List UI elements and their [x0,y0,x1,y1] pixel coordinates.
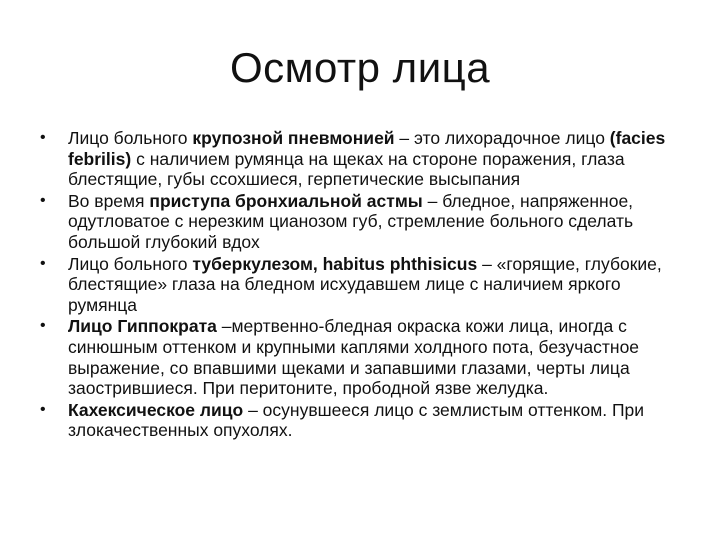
bullet-text [68,191,633,252]
emphasis-text: туберкулезом, habitus phthisicus [192,253,478,274]
slide-title: Осмотр лица [229,44,491,91]
bullet-marker: • [40,254,46,272]
bullet-marker: • [40,129,46,146]
bullet-text [68,316,639,398]
emphasis-text: приступа бронхиальной астмы [149,190,423,211]
emphasis-text: крупозной пневмонией [192,128,395,148]
bullet-item [36,400,676,441]
bullet-marker: • [40,400,46,418]
text-run: – «горящие, глубокие, блестящие» глаза на бледном исхудавшем лице с наличием яркого румянца [68,253,662,315]
text-run: Лицо больного [68,128,193,148]
bullet-marker: • [40,317,46,335]
text-run: Во время [68,190,150,211]
text-run: – осунувшееся лицо с землистым оттенком. При злокачественных опухолях. [68,399,645,441]
text-run: Лицо больного [68,253,193,274]
bullet-item [36,316,676,398]
bullet-item [36,191,676,253]
bullet-item [36,128,676,190]
emphasis-text: (facies febrilis) [68,128,666,169]
bullet-marker: • [40,191,46,209]
bullet-list [36,128,676,442]
bullet-item [36,254,676,316]
bullet-text [68,400,644,441]
bullet-text [68,254,662,315]
text-run: – бледное, напряженное, одутловатое с нерезким цианозом губ, стремление больного сделать большой глубокий вдох [68,190,634,252]
bullet-text [68,128,665,189]
text-run: –мертвенно-бледная окраска кожи лица, иногда с синюшным оттенком и крупными каплями холдного пота, безучастное выражение, со впавшими щеками и запавшими глазами, черты лица заострившиеся. При перитоните, прободной язве желудка. [68,316,640,399]
emphasis-text: Лицо Гиппократа [68,316,217,337]
text-run: с наличием румянца на щеках на стороне поражения, глаза блестящие, губы ссохшиеся, герпетические высыпания [68,148,625,190]
emphasis-text: Кахексическое лицо [68,399,244,420]
text-run: – это лихорадочное лицо [394,128,610,148]
